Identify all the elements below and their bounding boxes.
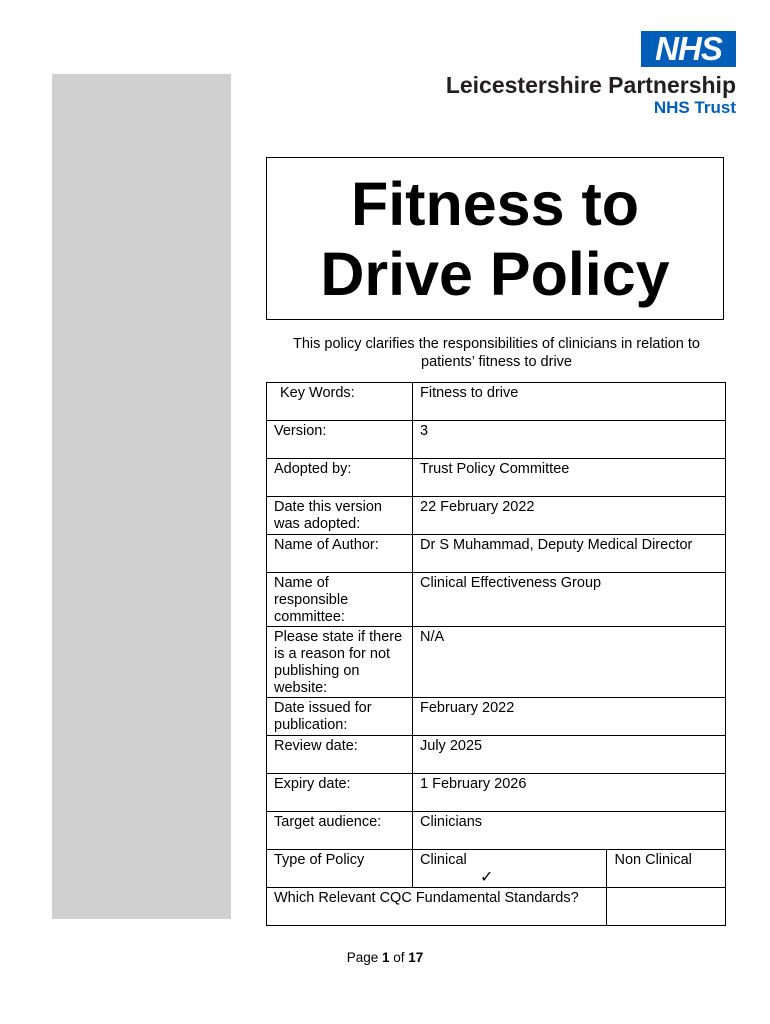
table-row xyxy=(267,573,726,627)
title-box xyxy=(266,157,724,320)
table-row xyxy=(267,850,726,888)
table-row xyxy=(267,627,726,698)
policy-details-table xyxy=(266,382,726,926)
cqc-standards-value xyxy=(607,888,726,926)
expiry-date-value: 1 February 2026 xyxy=(413,774,726,812)
committee-label: Name of responsible committee: xyxy=(267,573,413,627)
policy-type-label: Type of Policy xyxy=(267,850,413,888)
policy-type-clinical xyxy=(413,850,607,888)
author-label: Name of Author: xyxy=(267,535,413,573)
committee-value: Clinical Effectiveness Group xyxy=(413,573,726,627)
adopted-by-value: Trust Policy Committee xyxy=(413,459,726,497)
title-line-1: Fitness to xyxy=(350,169,640,238)
table-row xyxy=(267,459,726,497)
table-row xyxy=(267,888,726,926)
target-audience-value: Clinicians xyxy=(413,812,726,850)
key-words-label: Key Words: xyxy=(267,383,413,421)
policy-summary: This policy clarifies the responsibilities of clinicians in relation to patients’ fitness to drive xyxy=(293,336,700,370)
table-row xyxy=(267,383,726,421)
table-row xyxy=(267,535,726,573)
policy-type-non-clinical: Non Clinical xyxy=(607,850,726,888)
table-row xyxy=(267,497,726,535)
publishing-value: N/A xyxy=(413,627,726,698)
version-value: 3 xyxy=(413,421,726,459)
nhs-logo: NHS xyxy=(641,31,736,67)
table-row xyxy=(267,698,726,736)
table-row xyxy=(267,736,726,774)
date-issued-label: Date issued for publication: xyxy=(267,698,413,736)
date-issued-value: February 2022 xyxy=(413,698,726,736)
organisation-subtitle: NHS Trust xyxy=(653,98,736,117)
table-row xyxy=(267,421,726,459)
review-date-value: July 2025 xyxy=(413,736,726,774)
page-current: 1 xyxy=(381,950,390,965)
date-adopted-value: 22 February 2022 xyxy=(413,497,726,535)
version-label: Version: xyxy=(267,421,413,459)
grey-sidebar xyxy=(52,74,231,919)
key-words-value: Fitness to drive xyxy=(413,383,726,421)
table-row xyxy=(267,812,726,850)
page-of: of xyxy=(389,950,409,965)
check-icon: ✓ xyxy=(480,869,494,886)
author-value: Dr S Muhammad, Deputy Medical Director xyxy=(413,535,726,573)
document-title xyxy=(315,169,675,309)
target-audience-label: Target audience: xyxy=(267,812,413,850)
page-prefix: Page xyxy=(346,950,382,965)
organisation-name: Leicestershire Partnership xyxy=(445,72,736,98)
page-total: 17 xyxy=(408,950,424,965)
clinical-label: Clinical xyxy=(420,852,467,868)
review-date-label: Review date: xyxy=(267,736,413,774)
page-number xyxy=(0,950,770,965)
table-row xyxy=(267,774,726,812)
title-line-2: Drive Policy xyxy=(320,239,670,308)
cqc-standards-label: Which Relevant CQC Fundamental Standards? xyxy=(267,888,607,926)
adopted-by-label: Adopted by: xyxy=(267,459,413,497)
publishing-label: Please state if there is a reason for not publishing on website: xyxy=(267,627,413,698)
date-adopted-label: Date this version was adopted: xyxy=(267,497,413,535)
expiry-date-label: Expiry date: xyxy=(267,774,413,812)
